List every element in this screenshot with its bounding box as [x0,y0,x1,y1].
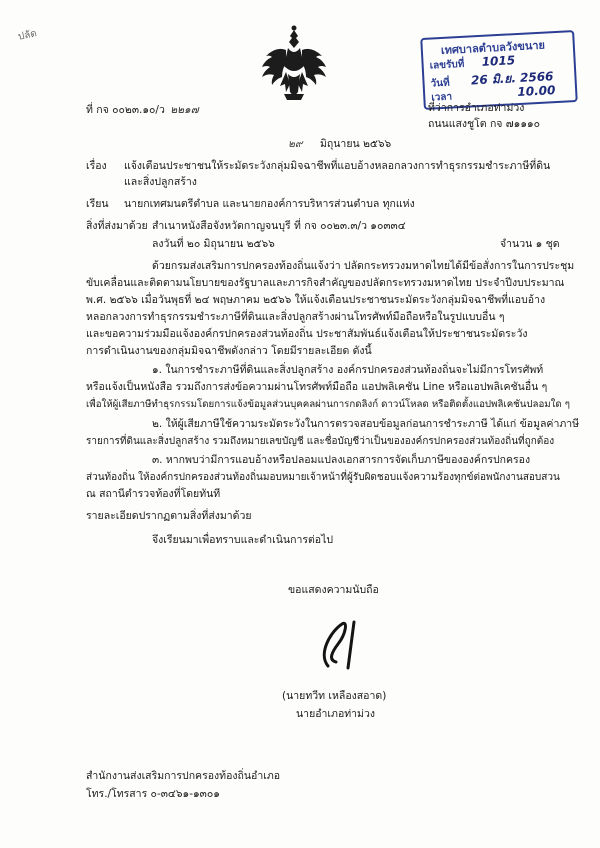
office-address-line1: ที่ว่าการอำเภอท่าม่วง [428,102,525,114]
footer-phone: โทร./โทรสาร ๐-๓๔๖๑-๑๓๐๑ [86,788,220,800]
garuda-emblem [258,24,330,104]
body-line: ด้วยกรมส่งเสริมการปกครองท้องถิ่นแจ้งว่า ปลัดกระทรวงมหาดไทยได้มีข้อสั่งการในการประชุม [152,260,575,272]
body-paragraph-4 [86,452,560,503]
body-paragraph-2 [86,362,570,413]
body-line: หรือแจ้งเป็นหนังสือ รวมถึงการส่งข้อความผ่านโทรศัพท์มือถือ แอปพลิเคชัน Line หรือแอปพลิเคชันอื่น ๆ [86,381,548,393]
body-paragraph-1 [86,258,575,360]
body-line: ๒. ให้ผู้เสียภาษีใช้ความระมัดระวังในการตรวจสอบข้อมูลก่อนการชำระภาษี ได้แก่ ข้อมูลค่าภาษี [152,418,580,430]
subject-line2: และสิ่งปลูกสร้าง [124,176,197,188]
body-paragraph-3 [86,416,580,450]
body-line: การดำเนินงานของกลุ่มมิจฉาชีพดังกล่าว โดยมีรายละเอียด ดังนี้ [86,345,372,357]
body-line: เพื่อให้ผู้เสียภาษีทำธุรกรรมโดยการแจ้งข้อมูลส่วนบุคคลผ่านการกดลิงก์ ดาวน์โหลด หรือติดตั้งแอปพลิเคชันปลอมใด ๆ [86,399,570,410]
recipient-label: เรียน [86,198,109,210]
stamp-time-label: เวลา [431,91,453,104]
handwritten-signature [308,614,388,674]
office-address-line2: ถนนแสงชูโต กจ ๗๑๑๑๐ [428,118,541,130]
body-line: ๓. หากพบว่ามีการแอบอ้างหรือปลอมแปลงเอกสารการจัดเก็บภาษีขององค์กรปกครอง [152,454,531,466]
stamp-date-label: วันที่ [430,77,450,90]
date-day-handwritten: ๒๙ [288,138,303,150]
date-month-year: มิถุนายน ๒๕๖๖ [319,138,392,150]
stamp-recv-no: 1015 [481,53,516,69]
body-line: รายการที่ดินและสิ่งปลูกสร้าง รวมถึงหมายเลขบัญชี และชื่อบัญชีว่าเป็นขององค์กรปกครองส่วนท้องถิ่นที่ถูกต้อง [86,436,555,447]
document-date [288,138,391,151]
body-line: ส่วนท้องถิ่น ให้องค์กรปกครองส่วนท้องถิ่นมอบหมายเจ้าหน้าที่ผู้รับผิดชอบแจ้งความร้องทุกข์ต่อพนักงานสอบสวน [86,472,560,483]
subject-label: เรื่อง [86,160,107,172]
attachment-label: สิ่งที่ส่งมาด้วย [86,220,148,232]
footer-office: สำนักงานส่งเสริมการปกครองท้องถิ่นอำเภอ [86,770,281,782]
body-line: และขอความร่วมมือแจ้งองค์กรปกครองส่วนท้องถิ่น ประชาสัมพันธ์แจ้งเตือนให้ประชาชนระมัดระวัง [86,328,528,340]
body-line: ๑. ในการชำระภาษีที่ดินและสิ่งปลูกสร้าง องค์กรปกครองส่วนท้องถิ่นจะไม่มีการโทรศัพท์ [152,364,544,376]
stamp-org: เทศบาลตำบลวังขนาย [440,38,546,58]
document-number [86,104,199,117]
stamp-time-value: 10.00 [517,83,556,100]
body-line: พ.ศ. ๒๕๖๖ เมื่อวันพุธที่ ๒๔ พฤษภาคม ๒๕๖๖ ให้แจ้งเตือนประชาชนระมัดระวังกลุ่มมิจฉาชีพที่แอบอ้าง [86,294,546,306]
closing-sentence: จึงเรียนมาเพื่อทราบและดำเนินการต่อไป [152,534,334,546]
body-line: ขับเคลื่อนและติดตามนโยบายของรัฐบาลและภารกิจสำคัญของปลัดกระทรวงมหาดไทย ประจำปีงบประมาณ [86,277,565,289]
recipient-text: นายกเทศมนตรีตำบล และนายกองค์การบริหารส่วนตำบล ทุกแห่ง [124,198,415,210]
details-note: รายละเอียดปรากฏตามสิ่งที่ส่งมาด้วย [86,510,252,522]
subject-line1: แจ้งเตือนประชาชนให้ระมัดระวังกลุ่มมิจฉาชีพที่แอบอ้างหลอกลวงการทำธุรกรรมชำระภาษีที่ดิน [124,160,551,172]
signer-position: นายอำเภอท่าม่วง [296,708,376,720]
attachment-line1: สำเนาหนังสือจังหวัดกาญจนบุรี ที่ กจ ๐๐๒๓.๓/ว ๑๐๓๓๔ [152,220,406,232]
document-number-label: ที่ กจ ๐๐๒๓.๑๐/ว [86,104,165,116]
regards: ขอแสดงความนับถือ [288,584,379,596]
attachment-quantity: จำนวน ๑ ชุด [500,238,560,250]
body-line: ณ สถานีตำรวจท้องที่โดยทันที [86,488,221,500]
stamp-date-value: 26 มิ.ย. 2566 [470,69,554,88]
body-line: หลอกลวงการทำธุรกรรมชำระภาษีที่ดินและสิ่งปลูกสร้างผ่านโทรศัพท์มือถือหรือในรูปแบบอื่น ๆ [86,311,505,323]
signer-name: (นายทวีท เหลืองสอาด) [282,690,387,702]
document-number-handwritten: ๒๒๑๗ [170,104,199,116]
stamp-recv-label: เลขรับที่ [429,58,465,72]
received-stamp [420,30,578,110]
corner-handwritten-note: ปลัด [17,28,38,43]
attachment-line2: ลงวันที่ ๒๐ มิถุนายน ๒๕๖๖ [152,238,275,250]
